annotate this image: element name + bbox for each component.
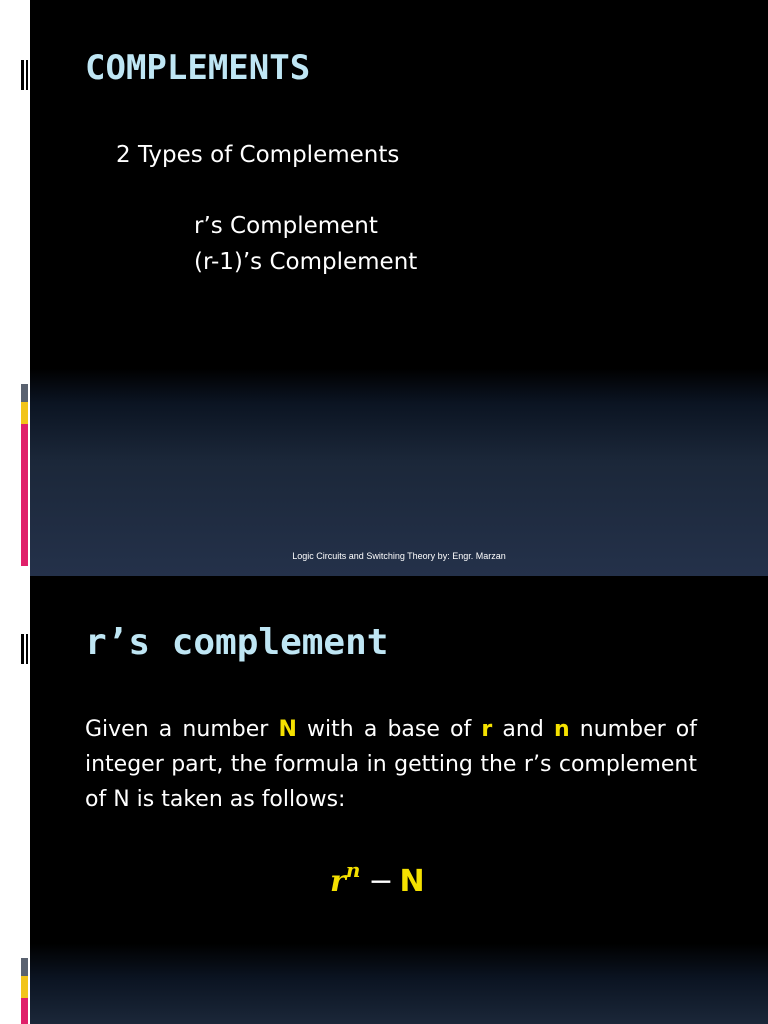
highlight-r: r [481, 717, 493, 742]
formula [330, 858, 425, 899]
list-item-rs-complement: r’s Complement [194, 213, 378, 239]
slide2-edge-gray-bar [21, 958, 28, 976]
slide-title: r’s complement [85, 622, 389, 663]
highlight-n: n [553, 717, 570, 742]
formula-operator: − [368, 864, 394, 899]
formula-operand: N [399, 864, 425, 899]
slide-footer: Logic Circuits and Switching Theory by: Engr. Marzan [292, 551, 506, 561]
slide2-edge-pink-bar [21, 998, 28, 1024]
definition-paragraph [85, 712, 697, 817]
highlight-N: N [278, 717, 297, 742]
paragraph-text: with a base of [296, 717, 482, 742]
slide2-edge-stripe [21, 634, 24, 664]
slide2-edge-marker [18, 634, 30, 664]
slide2-edge-stripe [26, 634, 28, 664]
slide1-edge-gray-bar [21, 384, 28, 402]
slide1-edge-stripe [21, 60, 24, 90]
slide1-edge-stripe [26, 60, 28, 90]
formula-exponent: n [345, 858, 361, 882]
paragraph-text: number of integer part, the formula in getting the r’s complement of N is taken as follows: [85, 717, 697, 812]
slide-complements [30, 0, 768, 576]
slide-title: COMPLEMENTS [85, 48, 311, 88]
slide-rs-complement [30, 576, 768, 1024]
slide1-edge-marker [18, 60, 30, 90]
slide2-edge-yellow-bar [21, 976, 28, 998]
list-item-r-minus-1-complement: (r-1)’s Complement [194, 249, 418, 275]
types-heading: 2 Types of Complements [116, 142, 400, 168]
paragraph-text: Given a number [85, 717, 279, 742]
paragraph-text: and [492, 717, 554, 742]
formula-base: r [330, 864, 346, 899]
slide1-edge-pink-bar [21, 424, 28, 566]
slide1-edge-yellow-bar [21, 402, 28, 424]
